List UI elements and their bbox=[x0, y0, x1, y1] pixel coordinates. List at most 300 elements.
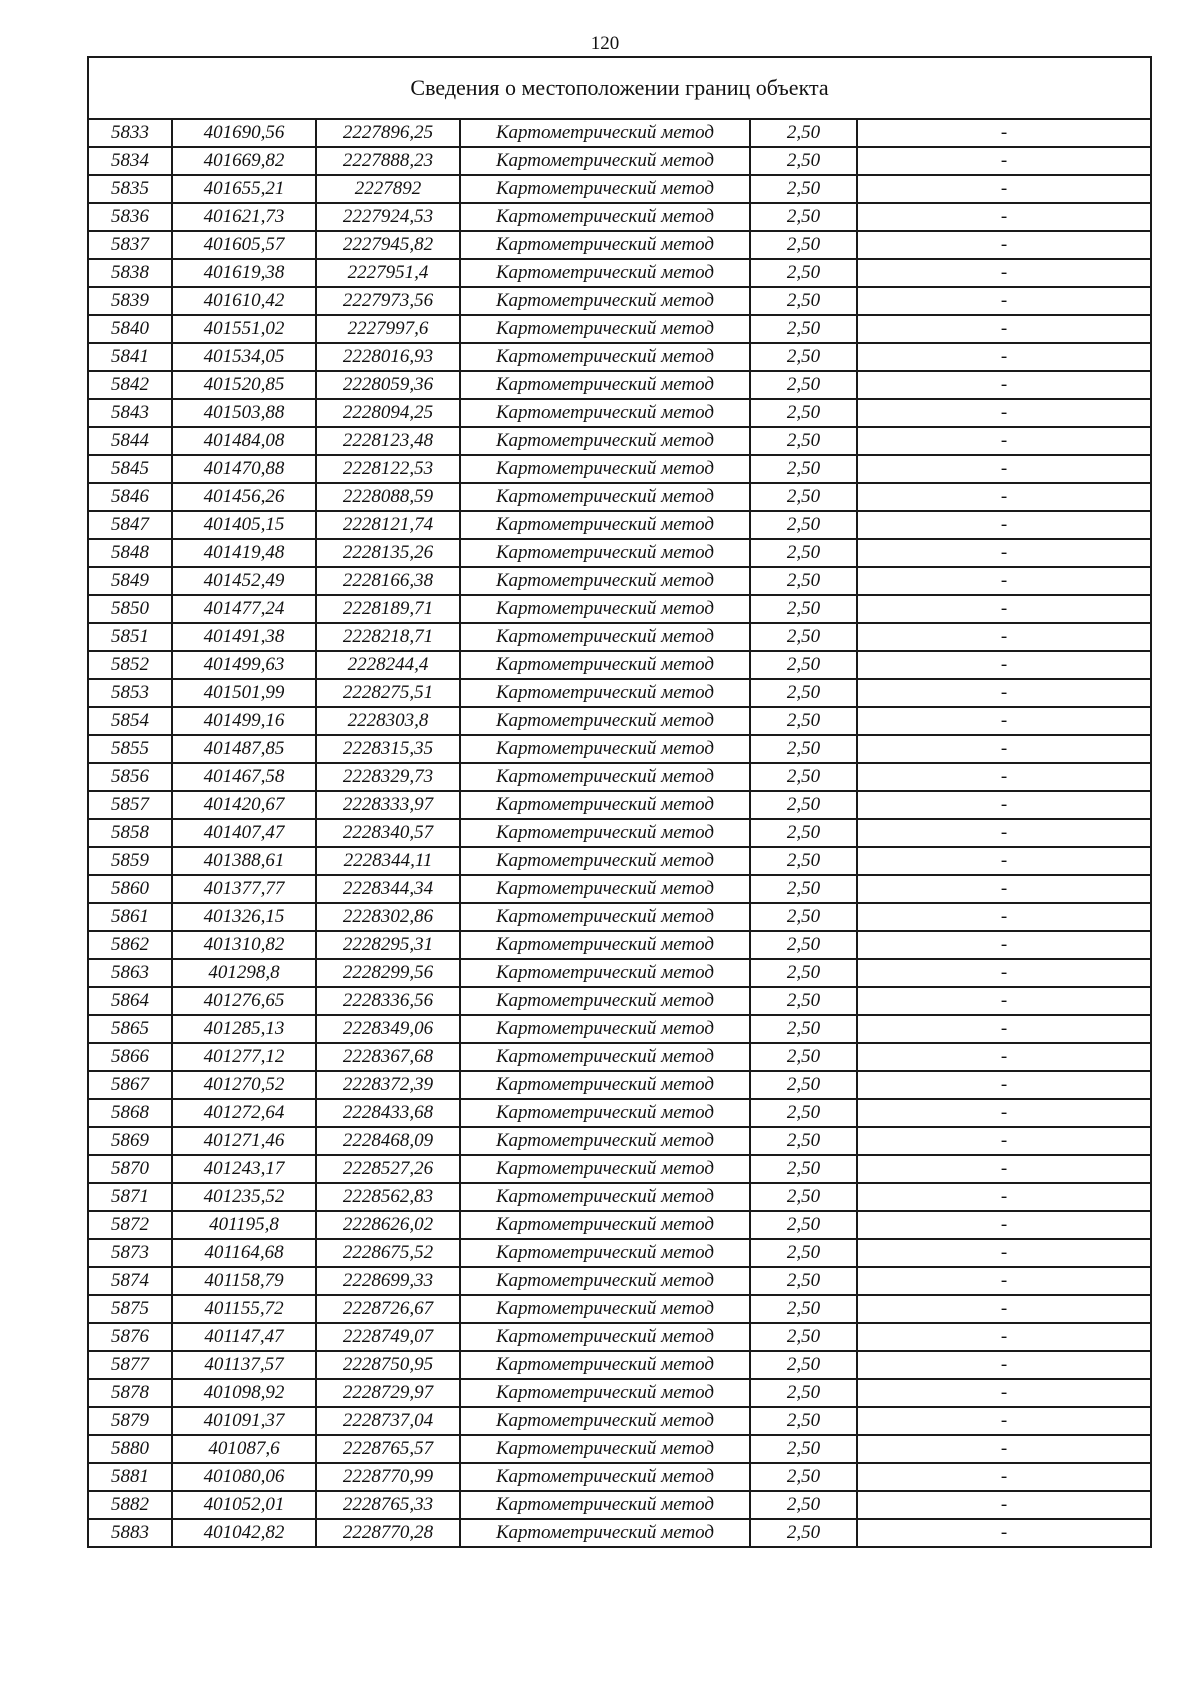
note-cell: - bbox=[857, 455, 1151, 483]
note-cell: - bbox=[857, 1463, 1151, 1491]
accuracy-cell: 2,50 bbox=[750, 959, 857, 987]
accuracy-cell: 2,50 bbox=[750, 847, 857, 875]
table-row bbox=[88, 1267, 1151, 1295]
x-coordinate-cell: 401452,49 bbox=[172, 567, 316, 595]
y-coordinate-cell: 2228699,33 bbox=[316, 1267, 460, 1295]
method-cell: Картометрический метод bbox=[460, 1407, 750, 1435]
point-number-cell: 5858 bbox=[88, 819, 172, 847]
accuracy-cell: 2,50 bbox=[750, 819, 857, 847]
accuracy-cell: 2,50 bbox=[750, 1435, 857, 1463]
table-row bbox=[88, 203, 1151, 231]
point-number-cell: 5851 bbox=[88, 623, 172, 651]
x-coordinate-cell: 401477,24 bbox=[172, 595, 316, 623]
note-cell: - bbox=[857, 231, 1151, 259]
point-number-cell: 5861 bbox=[88, 903, 172, 931]
table-row bbox=[88, 1351, 1151, 1379]
accuracy-cell: 2,50 bbox=[750, 539, 857, 567]
y-coordinate-cell: 2228349,06 bbox=[316, 1015, 460, 1043]
table-row bbox=[88, 931, 1151, 959]
note-cell: - bbox=[857, 1071, 1151, 1099]
note-cell: - bbox=[857, 203, 1151, 231]
note-cell: - bbox=[857, 1239, 1151, 1267]
accuracy-cell: 2,50 bbox=[750, 791, 857, 819]
point-number-cell: 5839 bbox=[88, 287, 172, 315]
note-cell: - bbox=[857, 903, 1151, 931]
table-row bbox=[88, 1435, 1151, 1463]
accuracy-cell: 2,50 bbox=[750, 1099, 857, 1127]
x-coordinate-cell: 401276,65 bbox=[172, 987, 316, 1015]
x-coordinate-cell: 401520,85 bbox=[172, 371, 316, 399]
accuracy-cell: 2,50 bbox=[750, 1015, 857, 1043]
note-cell: - bbox=[857, 175, 1151, 203]
y-coordinate-cell: 2228121,74 bbox=[316, 511, 460, 539]
x-coordinate-cell: 401456,26 bbox=[172, 483, 316, 511]
y-coordinate-cell: 2228749,07 bbox=[316, 1323, 460, 1351]
method-cell: Картометрический метод bbox=[460, 315, 750, 343]
point-number-cell: 5852 bbox=[88, 651, 172, 679]
x-coordinate-cell: 401270,52 bbox=[172, 1071, 316, 1099]
method-cell: Картометрический метод bbox=[460, 1211, 750, 1239]
accuracy-cell: 2,50 bbox=[750, 679, 857, 707]
method-cell: Картометрический метод bbox=[460, 1239, 750, 1267]
method-cell: Картометрический метод bbox=[460, 1435, 750, 1463]
table-title: Сведения о местоположении границ объекта bbox=[88, 57, 1151, 119]
point-number-cell: 5845 bbox=[88, 455, 172, 483]
point-number-cell: 5865 bbox=[88, 1015, 172, 1043]
y-coordinate-cell: 2227973,56 bbox=[316, 287, 460, 315]
point-number-cell: 5875 bbox=[88, 1295, 172, 1323]
table-row bbox=[88, 1379, 1151, 1407]
x-coordinate-cell: 401098,92 bbox=[172, 1379, 316, 1407]
y-coordinate-cell: 2228344,34 bbox=[316, 875, 460, 903]
x-coordinate-cell: 401052,01 bbox=[172, 1491, 316, 1519]
point-number-cell: 5881 bbox=[88, 1463, 172, 1491]
y-coordinate-cell: 2228166,38 bbox=[316, 567, 460, 595]
method-cell: Картометрический метод bbox=[460, 1351, 750, 1379]
note-cell: - bbox=[857, 343, 1151, 371]
table-row bbox=[88, 1015, 1151, 1043]
y-coordinate-cell: 2228344,11 bbox=[316, 847, 460, 875]
x-coordinate-cell: 401326,15 bbox=[172, 903, 316, 931]
note-cell: - bbox=[857, 1323, 1151, 1351]
table-row bbox=[88, 1071, 1151, 1099]
note-cell: - bbox=[857, 735, 1151, 763]
point-number-cell: 5843 bbox=[88, 399, 172, 427]
note-cell: - bbox=[857, 847, 1151, 875]
x-coordinate-cell: 401080,06 bbox=[172, 1463, 316, 1491]
table-row bbox=[88, 567, 1151, 595]
method-cell: Картометрический метод bbox=[460, 483, 750, 511]
x-coordinate-cell: 401407,47 bbox=[172, 819, 316, 847]
method-cell: Картометрический метод bbox=[460, 679, 750, 707]
x-coordinate-cell: 401243,17 bbox=[172, 1155, 316, 1183]
method-cell: Картометрический метод bbox=[460, 1155, 750, 1183]
y-coordinate-cell: 2228770,99 bbox=[316, 1463, 460, 1491]
method-cell: Картометрический метод bbox=[460, 819, 750, 847]
method-cell: Картометрический метод bbox=[460, 931, 750, 959]
x-coordinate-cell: 401147,47 bbox=[172, 1323, 316, 1351]
y-coordinate-cell: 2227924,53 bbox=[316, 203, 460, 231]
accuracy-cell: 2,50 bbox=[750, 931, 857, 959]
accuracy-cell: 2,50 bbox=[750, 1267, 857, 1295]
accuracy-cell: 2,50 bbox=[750, 1295, 857, 1323]
point-number-cell: 5836 bbox=[88, 203, 172, 231]
point-number-cell: 5847 bbox=[88, 511, 172, 539]
x-coordinate-cell: 401310,82 bbox=[172, 931, 316, 959]
x-coordinate-cell: 401605,57 bbox=[172, 231, 316, 259]
y-coordinate-cell: 2228765,57 bbox=[316, 1435, 460, 1463]
method-cell: Картометрический метод bbox=[460, 1071, 750, 1099]
method-cell: Картометрический метод bbox=[460, 651, 750, 679]
x-coordinate-cell: 401534,05 bbox=[172, 343, 316, 371]
note-cell: - bbox=[857, 1015, 1151, 1043]
table-row bbox=[88, 595, 1151, 623]
table-row bbox=[88, 371, 1151, 399]
accuracy-cell: 2,50 bbox=[750, 1323, 857, 1351]
table-row bbox=[88, 1155, 1151, 1183]
method-cell: Картометрический метод bbox=[460, 1379, 750, 1407]
y-coordinate-cell: 2228333,97 bbox=[316, 791, 460, 819]
note-cell: - bbox=[857, 959, 1151, 987]
x-coordinate-cell: 401137,57 bbox=[172, 1351, 316, 1379]
table-row bbox=[88, 259, 1151, 287]
y-coordinate-cell: 2228367,68 bbox=[316, 1043, 460, 1071]
table-row bbox=[88, 1099, 1151, 1127]
point-number-cell: 5846 bbox=[88, 483, 172, 511]
point-number-cell: 5874 bbox=[88, 1267, 172, 1295]
note-cell: - bbox=[857, 651, 1151, 679]
point-number-cell: 5853 bbox=[88, 679, 172, 707]
method-cell: Картометрический метод bbox=[460, 791, 750, 819]
method-cell: Картометрический метод bbox=[460, 847, 750, 875]
method-cell: Картометрический метод bbox=[460, 875, 750, 903]
note-cell: - bbox=[857, 987, 1151, 1015]
note-cell: - bbox=[857, 1155, 1151, 1183]
y-coordinate-cell: 2228626,02 bbox=[316, 1211, 460, 1239]
method-cell: Картометрический метод bbox=[460, 567, 750, 595]
y-coordinate-cell: 2228726,67 bbox=[316, 1295, 460, 1323]
table-row bbox=[88, 847, 1151, 875]
accuracy-cell: 2,50 bbox=[750, 1519, 857, 1547]
table-row bbox=[88, 399, 1151, 427]
y-coordinate-cell: 2228770,28 bbox=[316, 1519, 460, 1547]
note-cell: - bbox=[857, 567, 1151, 595]
table-row bbox=[88, 1323, 1151, 1351]
note-cell: - bbox=[857, 427, 1151, 455]
note-cell: - bbox=[857, 147, 1151, 175]
y-coordinate-cell: 2228315,35 bbox=[316, 735, 460, 763]
y-coordinate-cell: 2227951,4 bbox=[316, 259, 460, 287]
table-row bbox=[88, 119, 1151, 147]
accuracy-cell: 2,50 bbox=[750, 875, 857, 903]
y-coordinate-cell: 2228340,57 bbox=[316, 819, 460, 847]
point-number-cell: 5882 bbox=[88, 1491, 172, 1519]
x-coordinate-cell: 401484,08 bbox=[172, 427, 316, 455]
method-cell: Картометрический метод bbox=[460, 511, 750, 539]
table-row bbox=[88, 707, 1151, 735]
y-coordinate-cell: 2228433,68 bbox=[316, 1099, 460, 1127]
point-number-cell: 5837 bbox=[88, 231, 172, 259]
y-coordinate-cell: 2227892 bbox=[316, 175, 460, 203]
y-coordinate-cell: 2227997,6 bbox=[316, 315, 460, 343]
accuracy-cell: 2,50 bbox=[750, 511, 857, 539]
method-cell: Картометрический метод bbox=[460, 707, 750, 735]
accuracy-cell: 2,50 bbox=[750, 1463, 857, 1491]
method-cell: Картометрический метод bbox=[460, 203, 750, 231]
note-cell: - bbox=[857, 259, 1151, 287]
table-row bbox=[88, 875, 1151, 903]
x-coordinate-cell: 401621,73 bbox=[172, 203, 316, 231]
note-cell: - bbox=[857, 875, 1151, 903]
x-coordinate-cell: 401405,15 bbox=[172, 511, 316, 539]
x-coordinate-cell: 401491,38 bbox=[172, 623, 316, 651]
point-number-cell: 5855 bbox=[88, 735, 172, 763]
table-row bbox=[88, 1211, 1151, 1239]
table-row bbox=[88, 427, 1151, 455]
method-cell: Картометрический метод bbox=[460, 1323, 750, 1351]
x-coordinate-cell: 401655,21 bbox=[172, 175, 316, 203]
x-coordinate-cell: 401619,38 bbox=[172, 259, 316, 287]
point-number-cell: 5872 bbox=[88, 1211, 172, 1239]
point-number-cell: 5857 bbox=[88, 791, 172, 819]
x-coordinate-cell: 401551,02 bbox=[172, 315, 316, 343]
method-cell: Картометрический метод bbox=[460, 1127, 750, 1155]
table-row bbox=[88, 1463, 1151, 1491]
method-cell: Картометрический метод bbox=[460, 623, 750, 651]
table-row bbox=[88, 623, 1151, 651]
accuracy-cell: 2,50 bbox=[750, 1351, 857, 1379]
x-coordinate-cell: 401195,8 bbox=[172, 1211, 316, 1239]
point-number-cell: 5883 bbox=[88, 1519, 172, 1547]
x-coordinate-cell: 401487,85 bbox=[172, 735, 316, 763]
method-cell: Картометрический метод bbox=[460, 1183, 750, 1211]
table-row bbox=[88, 1127, 1151, 1155]
method-cell: Картометрический метод bbox=[460, 1491, 750, 1519]
accuracy-cell: 2,50 bbox=[750, 147, 857, 175]
x-coordinate-cell: 401091,37 bbox=[172, 1407, 316, 1435]
table-row bbox=[88, 175, 1151, 203]
note-cell: - bbox=[857, 595, 1151, 623]
note-cell: - bbox=[857, 1127, 1151, 1155]
accuracy-cell: 2,50 bbox=[750, 315, 857, 343]
method-cell: Картометрический метод bbox=[460, 343, 750, 371]
accuracy-cell: 2,50 bbox=[750, 175, 857, 203]
y-coordinate-cell: 2228189,71 bbox=[316, 595, 460, 623]
method-cell: Картометрический метод bbox=[460, 371, 750, 399]
point-number-cell: 5833 bbox=[88, 119, 172, 147]
table-row bbox=[88, 343, 1151, 371]
table-row bbox=[88, 651, 1151, 679]
accuracy-cell: 2,50 bbox=[750, 399, 857, 427]
table-row bbox=[88, 287, 1151, 315]
y-coordinate-cell: 2228562,83 bbox=[316, 1183, 460, 1211]
note-cell: - bbox=[857, 315, 1151, 343]
y-coordinate-cell: 2228750,95 bbox=[316, 1351, 460, 1379]
table-row bbox=[88, 987, 1151, 1015]
note-cell: - bbox=[857, 1351, 1151, 1379]
note-cell: - bbox=[857, 287, 1151, 315]
y-coordinate-cell: 2228336,56 bbox=[316, 987, 460, 1015]
note-cell: - bbox=[857, 399, 1151, 427]
y-coordinate-cell: 2228299,56 bbox=[316, 959, 460, 987]
note-cell: - bbox=[857, 539, 1151, 567]
point-number-cell: 5867 bbox=[88, 1071, 172, 1099]
table-row bbox=[88, 959, 1151, 987]
method-cell: Картометрический метод bbox=[460, 119, 750, 147]
accuracy-cell: 2,50 bbox=[750, 371, 857, 399]
point-number-cell: 5834 bbox=[88, 147, 172, 175]
accuracy-cell: 2,50 bbox=[750, 623, 857, 651]
x-coordinate-cell: 401467,58 bbox=[172, 763, 316, 791]
method-cell: Картометрический метод bbox=[460, 175, 750, 203]
method-cell: Картометрический метод bbox=[460, 1295, 750, 1323]
note-cell: - bbox=[857, 763, 1151, 791]
y-coordinate-cell: 2228329,73 bbox=[316, 763, 460, 791]
accuracy-cell: 2,50 bbox=[750, 455, 857, 483]
method-cell: Картометрический метод bbox=[460, 735, 750, 763]
title-row bbox=[88, 57, 1151, 119]
accuracy-cell: 2,50 bbox=[750, 595, 857, 623]
method-cell: Картометрический метод bbox=[460, 959, 750, 987]
method-cell: Картометрический метод bbox=[460, 455, 750, 483]
table-row bbox=[88, 231, 1151, 259]
accuracy-cell: 2,50 bbox=[750, 1127, 857, 1155]
table-row bbox=[88, 539, 1151, 567]
accuracy-cell: 2,50 bbox=[750, 567, 857, 595]
method-cell: Картометрический метод bbox=[460, 1043, 750, 1071]
note-cell: - bbox=[857, 623, 1151, 651]
point-number-cell: 5873 bbox=[88, 1239, 172, 1267]
note-cell: - bbox=[857, 483, 1151, 511]
table-row bbox=[88, 1519, 1151, 1547]
note-cell: - bbox=[857, 1267, 1151, 1295]
table-row bbox=[88, 1295, 1151, 1323]
method-cell: Картометрический метод bbox=[460, 399, 750, 427]
y-coordinate-cell: 2228016,93 bbox=[316, 343, 460, 371]
method-cell: Картометрический метод bbox=[460, 539, 750, 567]
point-number-cell: 5868 bbox=[88, 1099, 172, 1127]
point-number-cell: 5841 bbox=[88, 343, 172, 371]
point-number-cell: 5848 bbox=[88, 539, 172, 567]
point-number-cell: 5849 bbox=[88, 567, 172, 595]
x-coordinate-cell: 401155,72 bbox=[172, 1295, 316, 1323]
y-coordinate-cell: 2228468,09 bbox=[316, 1127, 460, 1155]
method-cell: Картометрический метод bbox=[460, 231, 750, 259]
note-cell: - bbox=[857, 1435, 1151, 1463]
method-cell: Картометрический метод bbox=[460, 1519, 750, 1547]
y-coordinate-cell: 2228302,86 bbox=[316, 903, 460, 931]
note-cell: - bbox=[857, 1099, 1151, 1127]
x-coordinate-cell: 401298,8 bbox=[172, 959, 316, 987]
y-coordinate-cell: 2228372,39 bbox=[316, 1071, 460, 1099]
note-cell: - bbox=[857, 679, 1151, 707]
y-coordinate-cell: 2227945,82 bbox=[316, 231, 460, 259]
point-number-cell: 5876 bbox=[88, 1323, 172, 1351]
note-cell: - bbox=[857, 1407, 1151, 1435]
x-coordinate-cell: 401272,64 bbox=[172, 1099, 316, 1127]
x-coordinate-cell: 401420,67 bbox=[172, 791, 316, 819]
accuracy-cell: 2,50 bbox=[750, 707, 857, 735]
point-number-cell: 5880 bbox=[88, 1435, 172, 1463]
x-coordinate-cell: 401285,13 bbox=[172, 1015, 316, 1043]
y-coordinate-cell: 2228295,31 bbox=[316, 931, 460, 959]
x-coordinate-cell: 401164,68 bbox=[172, 1239, 316, 1267]
method-cell: Картометрический метод bbox=[460, 763, 750, 791]
point-number-cell: 5879 bbox=[88, 1407, 172, 1435]
table-row bbox=[88, 1407, 1151, 1435]
accuracy-cell: 2,50 bbox=[750, 763, 857, 791]
x-coordinate-cell: 401499,16 bbox=[172, 707, 316, 735]
note-cell: - bbox=[857, 1491, 1151, 1519]
y-coordinate-cell: 2228059,36 bbox=[316, 371, 460, 399]
note-cell: - bbox=[857, 1183, 1151, 1211]
y-coordinate-cell: 2228275,51 bbox=[316, 679, 460, 707]
note-cell: - bbox=[857, 707, 1151, 735]
y-coordinate-cell: 2228135,26 bbox=[316, 539, 460, 567]
method-cell: Картометрический метод bbox=[460, 427, 750, 455]
y-coordinate-cell: 2227896,25 bbox=[316, 119, 460, 147]
x-coordinate-cell: 401042,82 bbox=[172, 1519, 316, 1547]
table-row bbox=[88, 791, 1151, 819]
x-coordinate-cell: 401158,79 bbox=[172, 1267, 316, 1295]
point-number-cell: 5869 bbox=[88, 1127, 172, 1155]
table-row bbox=[88, 511, 1151, 539]
x-coordinate-cell: 401388,61 bbox=[172, 847, 316, 875]
method-cell: Картометрический метод bbox=[460, 259, 750, 287]
table-row bbox=[88, 679, 1151, 707]
point-number-cell: 5835 bbox=[88, 175, 172, 203]
point-number-cell: 5859 bbox=[88, 847, 172, 875]
table-row bbox=[88, 455, 1151, 483]
point-number-cell: 5878 bbox=[88, 1379, 172, 1407]
accuracy-cell: 2,50 bbox=[750, 343, 857, 371]
point-number-cell: 5854 bbox=[88, 707, 172, 735]
y-coordinate-cell: 2228122,53 bbox=[316, 455, 460, 483]
x-coordinate-cell: 401690,56 bbox=[172, 119, 316, 147]
accuracy-cell: 2,50 bbox=[750, 903, 857, 931]
point-number-cell: 5838 bbox=[88, 259, 172, 287]
y-coordinate-cell: 2228094,25 bbox=[316, 399, 460, 427]
table-row bbox=[88, 483, 1151, 511]
table-row bbox=[88, 819, 1151, 847]
point-number-cell: 5860 bbox=[88, 875, 172, 903]
x-coordinate-cell: 401610,42 bbox=[172, 287, 316, 315]
y-coordinate-cell: 2228729,97 bbox=[316, 1379, 460, 1407]
table-row bbox=[88, 1239, 1151, 1267]
y-coordinate-cell: 2228244,4 bbox=[316, 651, 460, 679]
y-coordinate-cell: 2228737,04 bbox=[316, 1407, 460, 1435]
table-row bbox=[88, 315, 1151, 343]
y-coordinate-cell: 2228527,26 bbox=[316, 1155, 460, 1183]
accuracy-cell: 2,50 bbox=[750, 231, 857, 259]
x-coordinate-cell: 401499,63 bbox=[172, 651, 316, 679]
table-row bbox=[88, 1491, 1151, 1519]
point-number-cell: 5877 bbox=[88, 1351, 172, 1379]
point-number-cell: 5864 bbox=[88, 987, 172, 1015]
accuracy-cell: 2,50 bbox=[750, 427, 857, 455]
accuracy-cell: 2,50 bbox=[750, 1211, 857, 1239]
x-coordinate-cell: 401470,88 bbox=[172, 455, 316, 483]
accuracy-cell: 2,50 bbox=[750, 1155, 857, 1183]
x-coordinate-cell: 401503,88 bbox=[172, 399, 316, 427]
point-number-cell: 5840 bbox=[88, 315, 172, 343]
y-coordinate-cell: 2228123,48 bbox=[316, 427, 460, 455]
page-number: 120 bbox=[590, 33, 620, 54]
note-cell: - bbox=[857, 1043, 1151, 1071]
point-number-cell: 5842 bbox=[88, 371, 172, 399]
table-row bbox=[88, 763, 1151, 791]
point-number-cell: 5870 bbox=[88, 1155, 172, 1183]
